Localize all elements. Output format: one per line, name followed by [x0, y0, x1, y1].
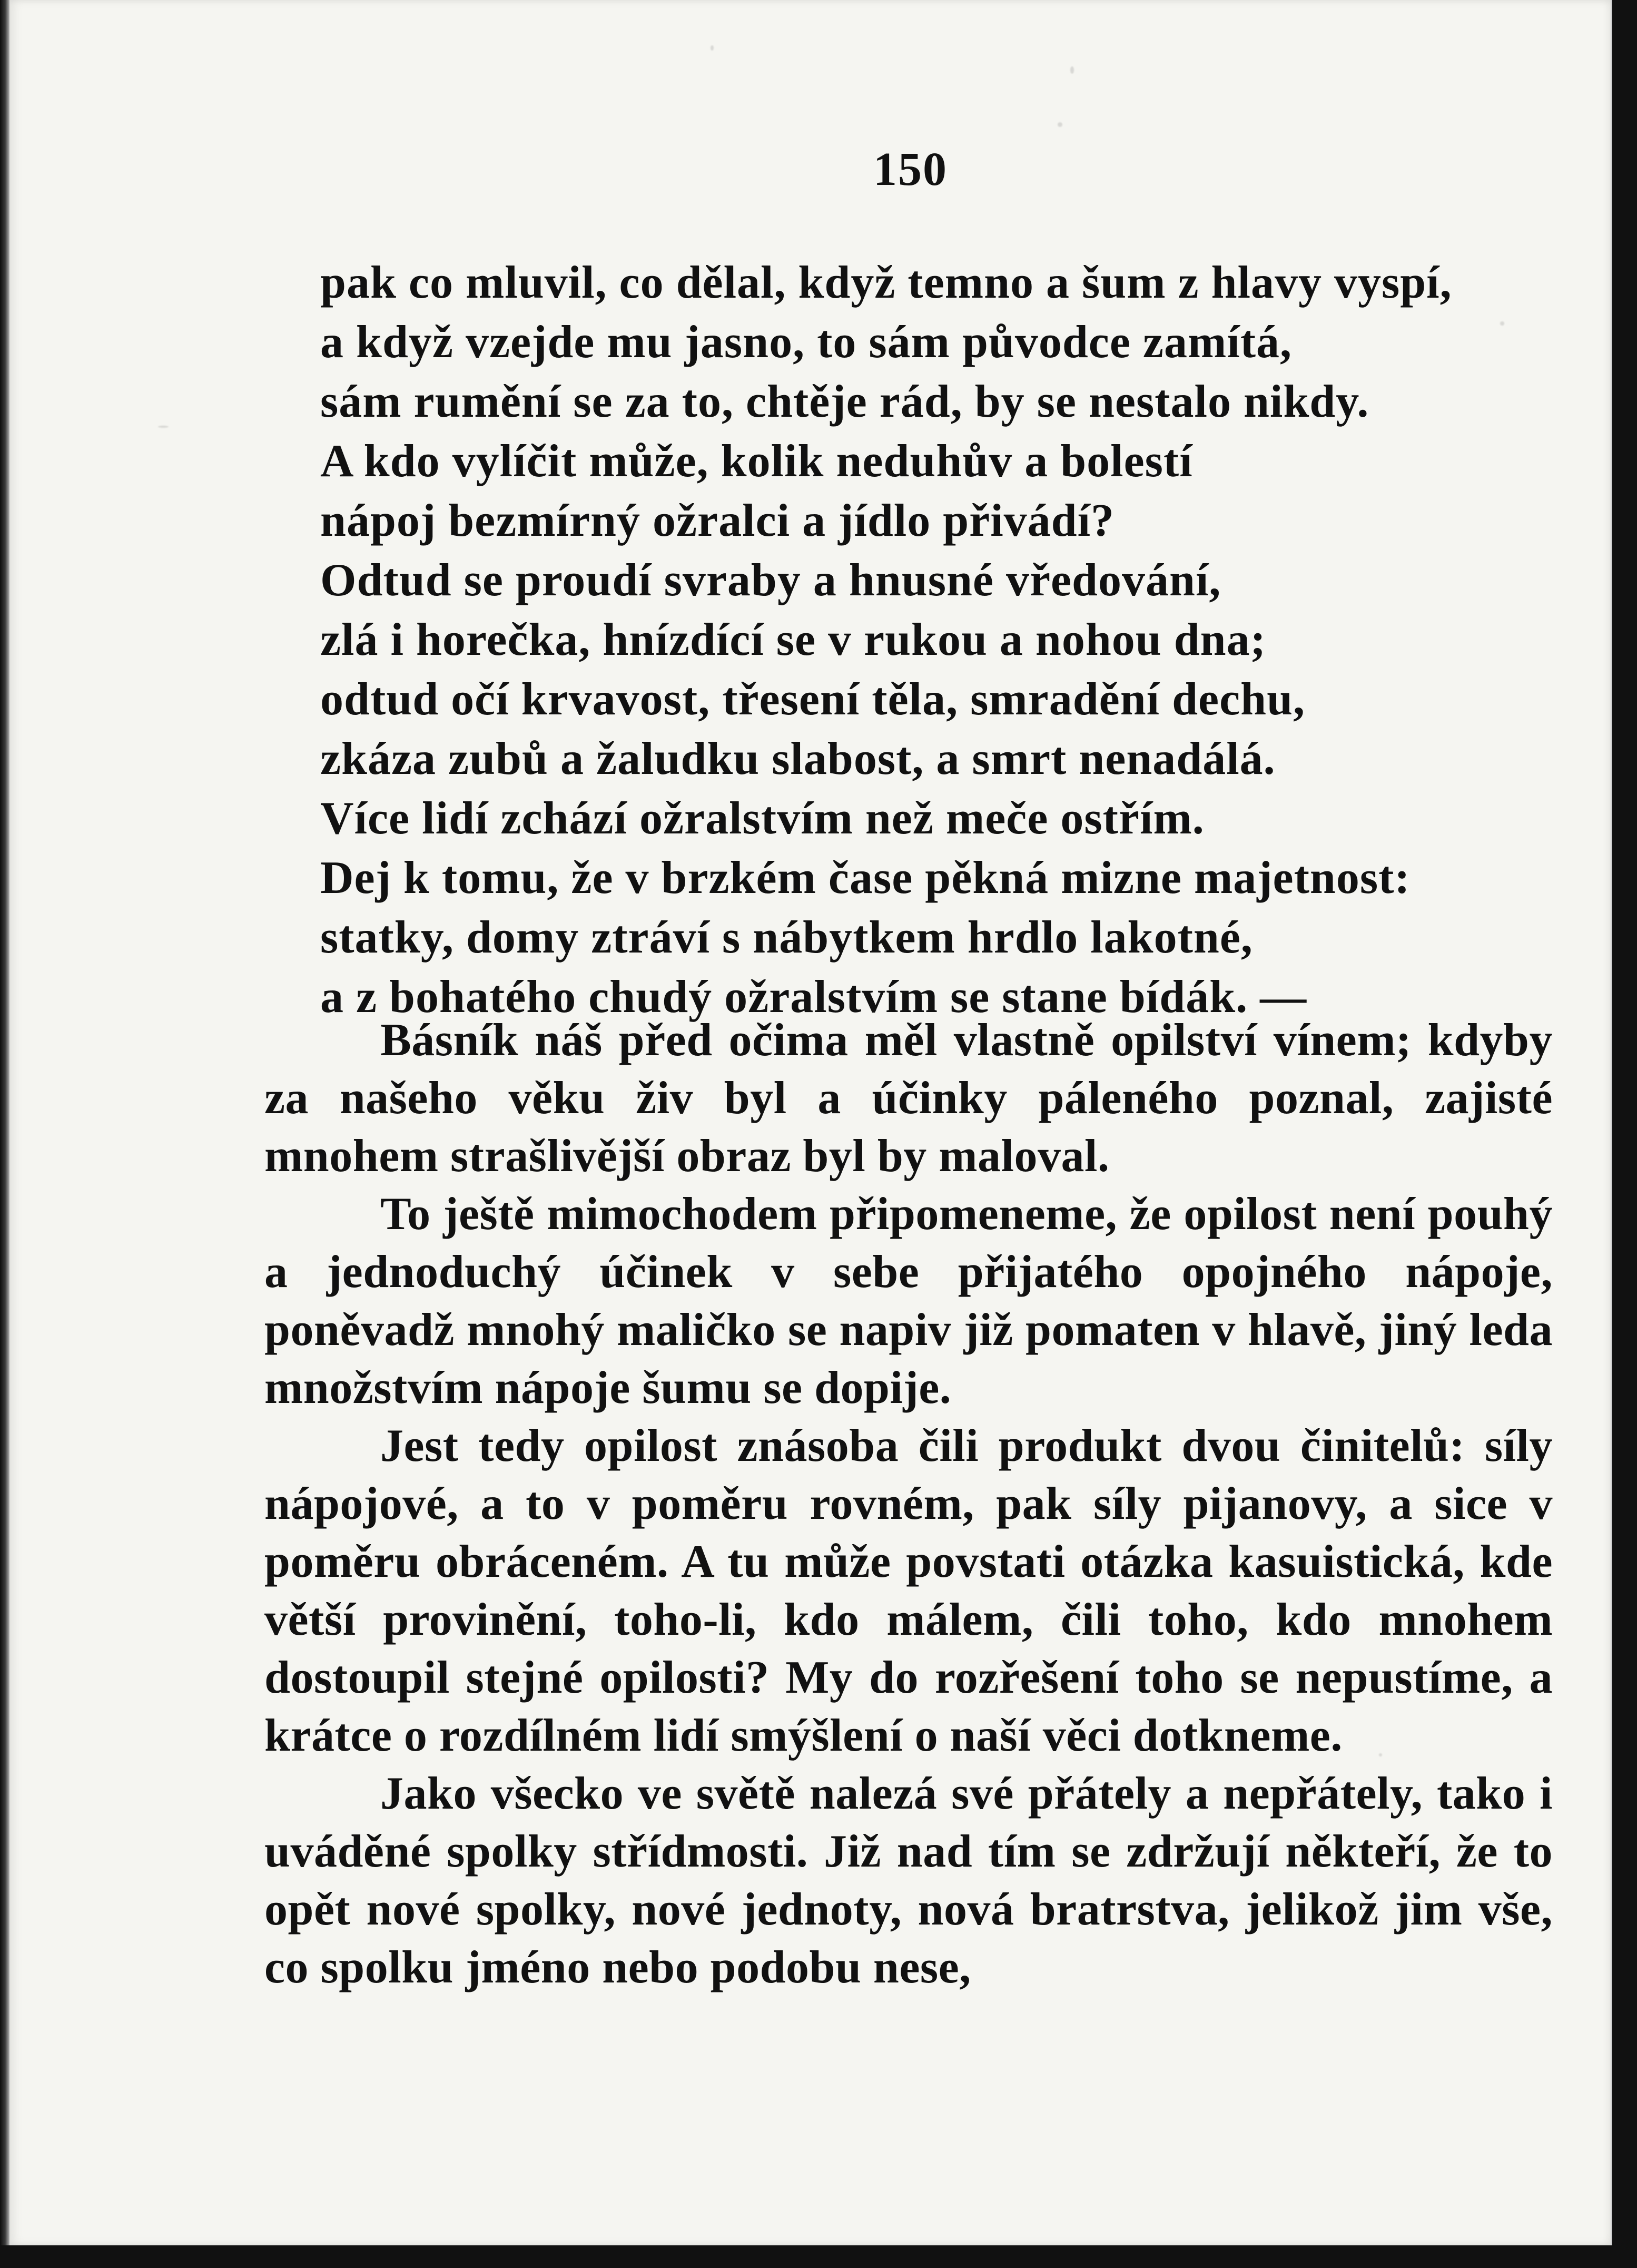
prose-section — [264, 1012, 1553, 1997]
paragraph: Jest tedy opilost znásoba čili produkt dvou činitelů: síly nápojové, a to v poměru rovném, pak síly pijanovy, a sice v poměru obráceném. A tu může povstati otázka kasuistická, kde větší provinění, toho-li, kdo málem, čili toho, kdo mnohem dostoupil stejné opilosti? My do rozřešení toho se nepustíme, a krátce o rozdílném lidí smýšlení o naší věci dotkneme. — [264, 1420, 1553, 1761]
page-speck — [711, 45, 714, 51]
poem-line: zlá i horečka, hnízdící se v rukou a nohou dna; — [320, 614, 1266, 665]
poem-line: Dej k tomu, že v brzkém čase pěkná mizne majetnost: — [320, 852, 1411, 904]
poem-line: statky, domy ztráví s nábytkem hrdlo lakotné, — [320, 912, 1253, 963]
page-number: 150 — [873, 143, 948, 195]
poem-line: pak co mluvil, co dělal, když temno a šum z hlavy vyspí, — [320, 257, 1452, 308]
book-page — [9, 0, 1612, 2245]
page-speck — [1058, 122, 1062, 127]
page-speck — [1070, 66, 1074, 74]
poem-line: zkáza zubů a žaludku slabost, a smrt nenadálá. — [320, 733, 1276, 784]
poem-line: a z bohatého chudý ožralstvím se stane bídák. — — [320, 971, 1307, 1023]
poem-line: odtud očí krvavost, třesení těla, smradění dechu, — [320, 674, 1306, 725]
paragraph: Jako všecko ve světě nalezá své přátely a nepřátely, tako i uváděné spolky střídmosti. Již nad tím se zdržují někteří, že to opět nové spolky, nové jednoty, nová bratrstva, jelikož jim vše, co spolku jméno nebo podobu nese, — [264, 1768, 1553, 1993]
poem-line: nápoj bezmírný ožralci a jídlo přivádí? — [320, 495, 1115, 546]
poem-line: A kdo vylíčit může, kolik neduhův a bolestí — [320, 436, 1193, 487]
paragraph: To ještě mimochodem připomeneme, že opilost není pouhý a jednoduchý účinek v sebe přijatého opojného nápoje, poněvadž mnohý maličko se napiv již pomaten v hlavě, jiný leda množstvím nápoje šumu se dopije. — [264, 1189, 1553, 1413]
scan-right-border — [1611, 0, 1637, 2268]
poem-line: Více lidí zchází ožralstvím než meče ostřím. — [320, 793, 1205, 844]
paragraph: Básník náš před očima měl vlastně opilství vínem; kdyby za našeho věku živ byl a účinky páleného poznal, zajisté mnohem strašlivější obraz byl by maloval. — [264, 1015, 1553, 1182]
poem-line: Odtud se proudí svraby a hnusné vředování, — [320, 555, 1221, 606]
scan-bottom-border — [0, 2245, 1637, 2268]
poem-line: a když vzejde mu jasno, to sám původce zamítá, — [320, 317, 1293, 368]
page-speck — [158, 426, 169, 428]
poem-line: sám rumění se za to, chtěje rád, by se nestalo nikdy. — [320, 376, 1369, 427]
poem-block — [320, 253, 1532, 1027]
